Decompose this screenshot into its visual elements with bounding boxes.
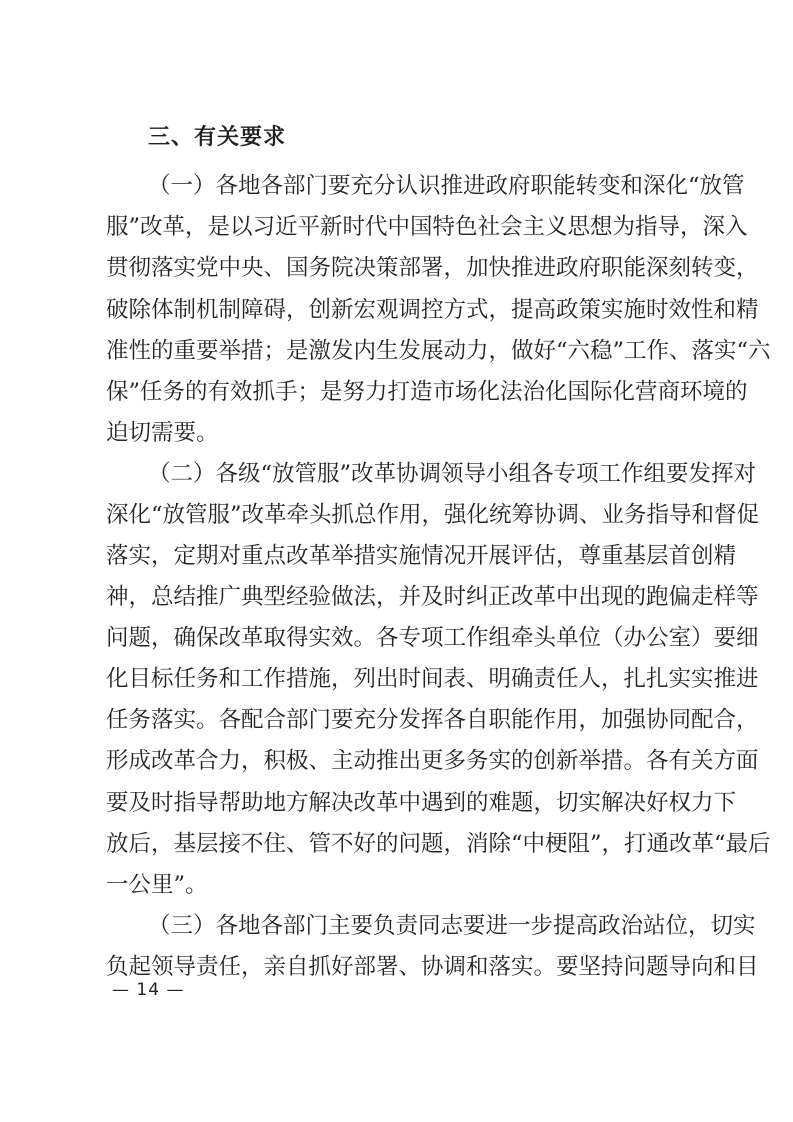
paragraph-1-line-6: 保”任务的有效抓手；是努力打造市场化法治化国际化营商环境的 <box>106 379 748 405</box>
paragraph-2-line-1: （二）各级“放管服”改革协调领导小组各专项工作组要发挥对 <box>148 461 757 487</box>
paragraph-2-line-8: 形成改革合力，积极、主动推出更多务实的创新举措。各有关方面 <box>106 748 759 774</box>
paragraph-1-line-2: 服”改革，是以习近平新时代中国特色社会主义思想为指导，深入 <box>106 214 748 240</box>
paragraph-1-line-4: 破除体制机制障碍，创新宏观调控方式，提高政策实施时效性和精 <box>106 297 759 323</box>
paragraph-3-line-1: （三）各地各部门主要负责同志要进一步提高政治站位，切实 <box>148 913 756 939</box>
paragraph-2-line-6: 化目标任务和工作措施，列出时间表、明确责任人，扎扎实实推进 <box>106 666 759 692</box>
paragraph-2-line-5: 问题，确保改革取得实效。各专项工作组牵头单位（办公室）要细 <box>106 625 759 651</box>
paragraph-3-line-2: 负起领导责任，亲自抓好部署、协调和落实。要坚持问题导向和目 <box>106 954 759 980</box>
paragraph-2-line-7: 任务落实。各配合部门要充分发挥各自职能作用，加强协同配合， <box>106 707 759 733</box>
paragraph-2-line-11: 一公里”。 <box>106 872 208 898</box>
paragraph-1-line-7: 迫切需要。 <box>106 420 219 446</box>
paragraph-1-line-3: 贯彻落实党中央、国务院决策部署，加快推进政府职能深刻转变， <box>106 255 759 281</box>
paragraph-2-line-2: 深化“放管服”改革牵头抓总作用，强化统筹协调、业务指导和督促 <box>106 502 760 528</box>
section-heading: 三、有关要求 <box>148 125 287 150</box>
paragraph-1-line-5: 准性的重要举措；是激发内生发展动力，做好“六稳”工作、落实“六 <box>106 338 771 364</box>
paragraph-2-line-10: 放后，基层接不住、管不好的问题，消除“中梗阻”，打通改革“最后 <box>106 831 771 857</box>
page-number: — 14 — <box>112 980 185 1000</box>
paragraph-2-line-4: 神，总结推广典型经验做法，并及时纠正改革中出现的跑偏走样等 <box>106 584 759 610</box>
paragraph-2-line-9: 要及时指导帮助地方解决改革中遇到的难题，切实解决好权力下 <box>106 790 737 816</box>
paragraph-2-line-3: 落实，定期对重点改革举措实施情况开展评估，尊重基层首创精 <box>106 543 737 569</box>
paragraph-1-line-1: （一）各地各部门要充分认识推进政府职能转变和深化“放管 <box>148 173 745 199</box>
